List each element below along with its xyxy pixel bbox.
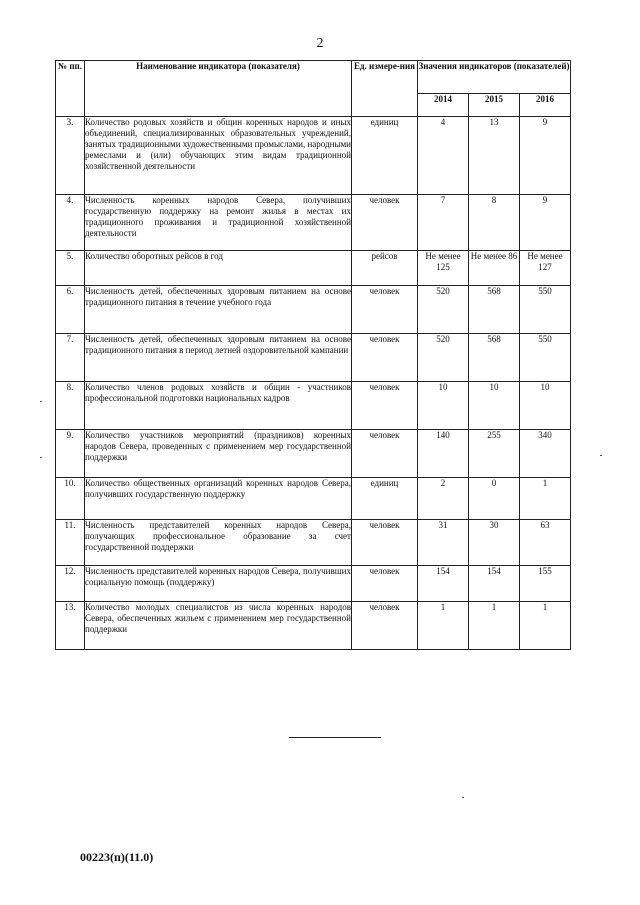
value-2015: 0 bbox=[469, 478, 520, 520]
value-2016: 550 bbox=[520, 334, 571, 382]
row-number: 5. bbox=[56, 251, 85, 286]
row-number: 6. bbox=[56, 286, 85, 334]
indicator-unit: человек bbox=[352, 602, 418, 650]
row-number: 9. bbox=[56, 430, 85, 478]
value-2016: 9 bbox=[520, 195, 571, 251]
indicator-name: Численность детей, обеспеченных здоровым питанием на основе традиционного питания в течение учебного года bbox=[85, 286, 352, 334]
value-2014: 140 bbox=[418, 430, 469, 478]
value-2015: 154 bbox=[469, 566, 520, 602]
header-indicator-name: Наименование индикатора (показателя) bbox=[85, 61, 352, 117]
header-year-2015: 2015 bbox=[469, 94, 520, 117]
indicator-unit: человек bbox=[352, 430, 418, 478]
value-2015: 30 bbox=[469, 520, 520, 566]
indicator-unit: человек bbox=[352, 334, 418, 382]
value-2016: 1 bbox=[520, 602, 571, 650]
value-2016: 550 bbox=[520, 286, 571, 334]
row-number: 13. bbox=[56, 602, 85, 650]
header-values: Значения индикаторов (показателей) bbox=[418, 61, 571, 94]
table-row bbox=[56, 334, 571, 382]
table-row bbox=[56, 251, 571, 286]
row-number: 7. bbox=[56, 334, 85, 382]
table-row bbox=[56, 195, 571, 251]
value-2014: 2 bbox=[418, 478, 469, 520]
value-2014: 154 bbox=[418, 566, 469, 602]
row-number: 8. bbox=[56, 382, 85, 430]
value-2016: 1 bbox=[520, 478, 571, 520]
indicator-unit: единиц bbox=[352, 478, 418, 520]
table-row bbox=[56, 602, 571, 650]
table-row bbox=[56, 478, 571, 520]
value-2014: 31 bbox=[418, 520, 469, 566]
value-2015: 255 bbox=[469, 430, 520, 478]
indicator-unit: человек bbox=[352, 195, 418, 251]
value-2015: 1 bbox=[469, 602, 520, 650]
value-2015: Не менее 86 bbox=[469, 251, 520, 286]
row-number: 11. bbox=[56, 520, 85, 566]
value-2016: 155 bbox=[520, 566, 571, 602]
page-number: 2 bbox=[316, 36, 324, 51]
scan-speck bbox=[40, 457, 42, 458]
indicator-name: Численность представителей коренных народов Севера, получивших социальную помощь (поддержку) bbox=[85, 566, 352, 602]
table-row bbox=[56, 117, 571, 195]
table-row bbox=[56, 520, 571, 566]
value-2016: 340 bbox=[520, 430, 571, 478]
indicator-name: Численность коренных народов Севера, получивших государственную поддержку на ремонт жилья в местах их традиционного проживания и традиционной хозяйственной деятельности bbox=[85, 195, 352, 251]
value-2015: 8 bbox=[469, 195, 520, 251]
indicator-unit: рейсов bbox=[352, 251, 418, 286]
indicator-name: Количество членов родовых хозяйств и общин - участников профессиональной подготовки национальных кадров bbox=[85, 382, 352, 430]
value-2015: 10 bbox=[469, 382, 520, 430]
table-row bbox=[56, 286, 571, 334]
value-2015: 568 bbox=[469, 334, 520, 382]
indicator-name: Количество молодых специалистов из числа коренных народов Севера, обеспеченных жильем с применением мер государственной поддержки bbox=[85, 602, 352, 650]
indicator-unit: человек bbox=[352, 382, 418, 430]
indicator-name: Количество общественных организаций коренных народов Севера, получивших государственную поддержку bbox=[85, 478, 352, 520]
scan-speck bbox=[600, 455, 602, 456]
value-2015: 13 bbox=[469, 117, 520, 195]
value-2016: 10 bbox=[520, 382, 571, 430]
table-row bbox=[56, 566, 571, 602]
document-code: 00223(п)(11.0) bbox=[80, 850, 154, 864]
indicator-name: Количество родовых хозяйств и общин коренных народов и иных объединений, специализированных образовательных учреждений, занятых традиционными художественными промыслами, народными ремеслами и (или) обучающих этим видам традиционной хозяйственной деятельности bbox=[85, 117, 352, 195]
header-number: № пп. bbox=[56, 61, 85, 117]
row-number: 10. bbox=[56, 478, 85, 520]
signature-divider bbox=[289, 737, 381, 738]
value-2014: 7 bbox=[418, 195, 469, 251]
row-number: 4. bbox=[56, 195, 85, 251]
indicator-name: Количество участников мероприятий (праздников) коренных народов Севера, проведенных с применением мер государственной поддержки bbox=[85, 430, 352, 478]
scan-speck bbox=[40, 401, 42, 402]
row-number: 3. bbox=[56, 117, 85, 195]
value-2016: 9 bbox=[520, 117, 571, 195]
indicator-unit: человек bbox=[352, 566, 418, 602]
header-year-2014: 2014 bbox=[418, 94, 469, 117]
indicators-table bbox=[55, 60, 571, 650]
header-year-2016: 2016 bbox=[520, 94, 571, 117]
value-2016: Не менее 127 bbox=[520, 251, 571, 286]
indicator-name: Количество оборотных рейсов в год bbox=[85, 251, 352, 286]
header-unit: Ед. измере-ния bbox=[352, 61, 418, 117]
indicator-name: Численность представителей коренных народов Севера, получающих профессиональное образование за счет государственной поддержки bbox=[85, 520, 352, 566]
value-2014: 10 bbox=[418, 382, 469, 430]
row-number: 12. bbox=[56, 566, 85, 602]
value-2014: 520 bbox=[418, 334, 469, 382]
indicator-unit: человек bbox=[352, 286, 418, 334]
value-2014: 4 bbox=[418, 117, 469, 195]
table-row bbox=[56, 430, 571, 478]
indicator-unit: единиц bbox=[352, 117, 418, 195]
table-row bbox=[56, 382, 571, 430]
value-2014: 520 bbox=[418, 286, 469, 334]
value-2016: 63 bbox=[520, 520, 571, 566]
scan-speck bbox=[462, 797, 464, 798]
value-2014: 1 bbox=[418, 602, 469, 650]
indicator-unit: человек bbox=[352, 520, 418, 566]
value-2014: Не менее 125 bbox=[418, 251, 469, 286]
value-2015: 568 bbox=[469, 286, 520, 334]
indicator-name: Численность детей, обеспеченных здоровым питанием на основе традиционного питания в период летней оздоровительной кампании bbox=[85, 334, 352, 382]
